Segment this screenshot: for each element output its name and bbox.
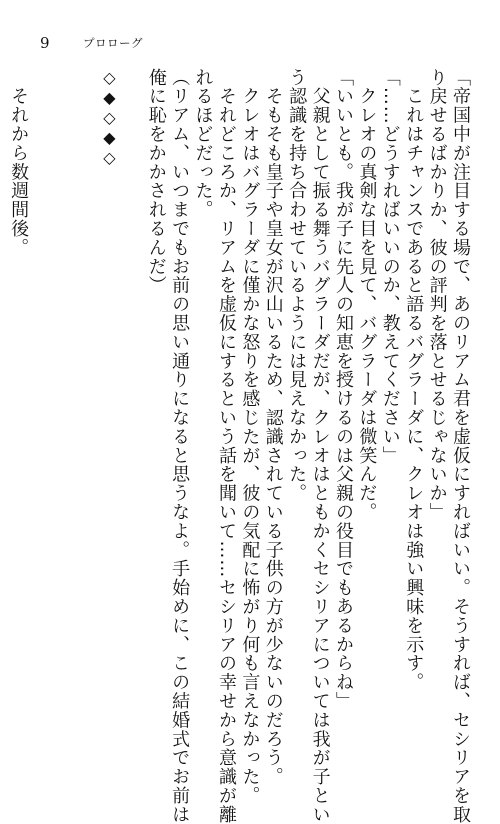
white-diamond-icon: ◇ <box>99 68 119 88</box>
text-line: これはチャンスであると語るバグラーダに、クレオは強い興味を示す。 <box>403 68 425 692</box>
text-line: クレオの真剣な目を見て、バグラーダは微笑んだ。 <box>356 68 378 522</box>
body-text <box>7 68 472 824</box>
text-line: クレオはバグラーダに僅かな怒りを感じたが、彼の気配に怖がり何も言えなかった。 <box>239 68 261 806</box>
text-line <box>121 68 144 678</box>
text-line: 「いいとも。我が子に先人の知恵を授けるのは父親の役目でもあるからね」 <box>332 68 354 711</box>
text-line: 俺に恥をかかされるんだ） <box>145 68 167 295</box>
text-line: （リアム、いつまでもお前の思い通りになると思うなよ。手始めに、この結婚式でお前は <box>169 68 191 824</box>
running-head: プロローグ <box>83 36 143 50</box>
text-line <box>30 68 53 678</box>
white-diamond-icon: ◇ <box>99 147 119 168</box>
text-line: それから数週間後。 <box>8 68 30 257</box>
page-number: 9 <box>40 34 50 52</box>
text-line: れるほどだった。 <box>192 68 214 220</box>
text-line: う認識を持ち合わせているようには見えなかった。 <box>286 68 308 503</box>
black-diamond-icon: ◆ <box>99 87 119 108</box>
black-diamond-icon: ◆ <box>99 127 119 148</box>
text-line: それどころか、リアムを虚仮にするという話を聞いて……セシリアの幸せから意識が離 <box>215 68 237 824</box>
white-diamond-icon: ◇ <box>99 107 119 128</box>
text-line: 「帝国中が注目する場で、あのリアム君を虚仮にすればいい。そうすれば、セシリアを取 <box>450 68 471 824</box>
text-line: り戻せるばかりか、彼の評判を落とせるじゃないか」 <box>426 68 448 522</box>
scene-break <box>54 68 121 678</box>
text-line: そもそも皇子や皇女が沢山いるため、認識されている子供の方が少ないのだろう。 <box>262 68 284 787</box>
text-line: 「……どうすればいいのか、教えてください」 <box>379 68 401 465</box>
text-line: 父親として振る舞うバグラーダだが、クレオはともかくセシリアについては我が子とい <box>309 68 331 824</box>
